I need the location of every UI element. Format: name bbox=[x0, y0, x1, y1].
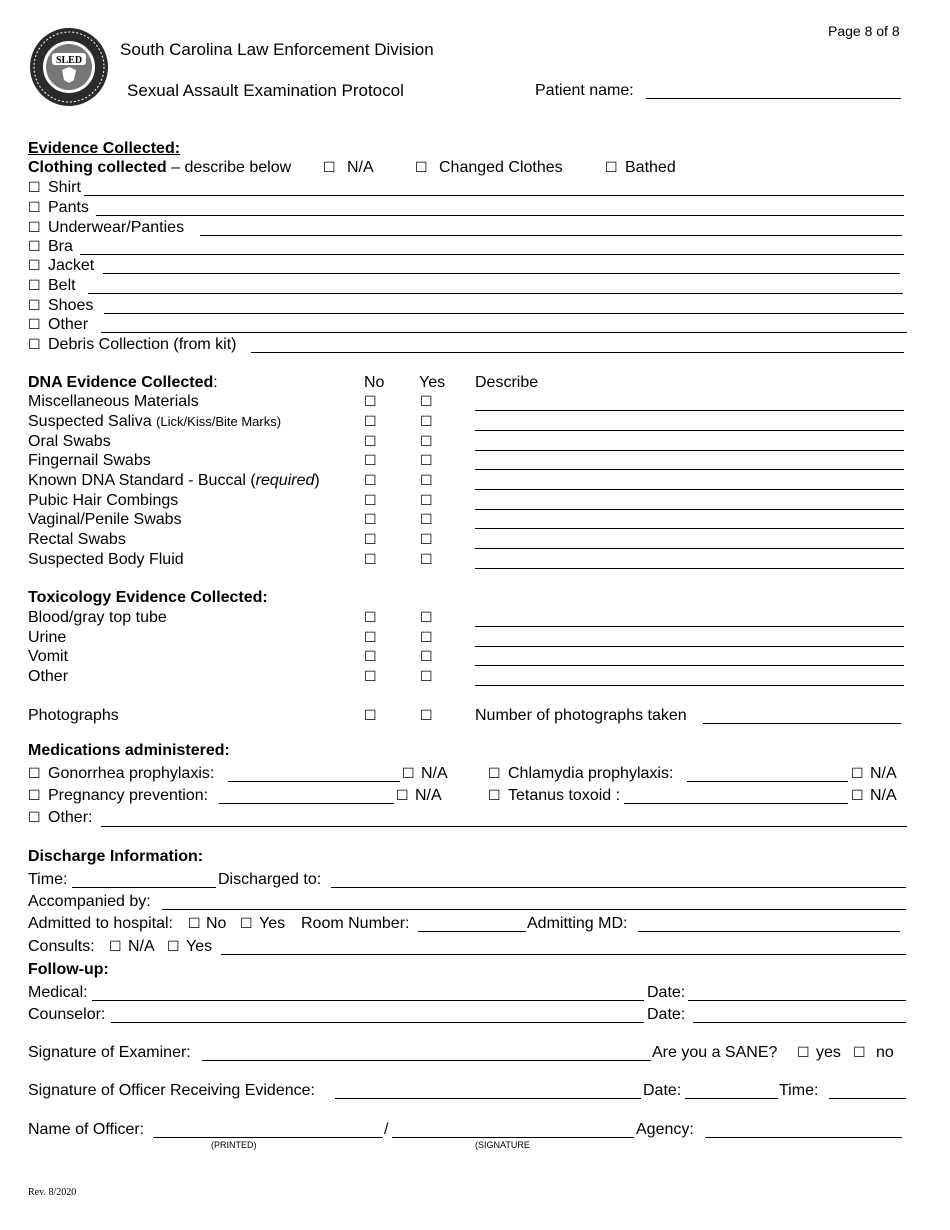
tox-urine-no-checkbox[interactable]: ☐ bbox=[364, 630, 377, 646]
admitting-md-field[interactable] bbox=[638, 931, 900, 932]
admitting-md-label: Admitting MD: bbox=[527, 915, 628, 932]
dna-saliva-yes-checkbox[interactable]: ☐ bbox=[420, 414, 433, 430]
bra-checkbox[interactable]: ☐ bbox=[28, 239, 41, 255]
clothing-desc: – describe below bbox=[166, 159, 292, 176]
dna-heading-text: DNA Evidence Collected bbox=[28, 374, 214, 391]
medical-label: Medical: bbox=[28, 984, 88, 1001]
tox-blood-label: Blood/gray top tube bbox=[28, 609, 167, 626]
tox-blood-describe-field[interactable] bbox=[475, 626, 904, 627]
clothing-collected-row bbox=[28, 159, 291, 177]
agency-label: Agency: bbox=[636, 1121, 694, 1138]
dna-misc-label: Miscellaneous Materials bbox=[28, 393, 199, 410]
dna-oral-describe-field[interactable] bbox=[475, 450, 904, 451]
revision-note: Rev. 8/2020 bbox=[28, 1187, 77, 1198]
tetanus-checkbox[interactable]: ☐ bbox=[488, 788, 501, 804]
officer-date-field[interactable] bbox=[685, 1098, 778, 1099]
accompanied-label: Accompanied by: bbox=[28, 893, 151, 910]
gonorrhea-na-checkbox[interactable]: ☐ bbox=[402, 766, 415, 782]
form-title: Sexual Assault Examination Protocol bbox=[127, 81, 404, 100]
sane-question: Are you a SANE? bbox=[652, 1044, 778, 1061]
tox-urine-label: Urine bbox=[28, 629, 67, 646]
counselor-date-field[interactable] bbox=[693, 1022, 906, 1023]
printed-caption: (PRINTED) bbox=[211, 1140, 257, 1150]
photographs-no-checkbox[interactable]: ☐ bbox=[364, 708, 377, 724]
dna-saliva-describe-field[interactable] bbox=[475, 430, 904, 431]
time-field[interactable] bbox=[72, 887, 216, 888]
shoes-label: Shoes bbox=[48, 297, 94, 314]
tox-heading: Toxicology Evidence Collected: bbox=[28, 589, 268, 606]
chlamydia-label: Chlamydia prophylaxis: bbox=[508, 765, 674, 782]
dna-oral-yes-checkbox[interactable]: ☐ bbox=[420, 434, 433, 450]
admitted-yes-label: Yes bbox=[259, 915, 286, 932]
counselor-field[interactable] bbox=[111, 1022, 644, 1023]
pants-field[interactable] bbox=[96, 215, 904, 216]
dna-vaginal-yes-checkbox[interactable]: ☐ bbox=[420, 512, 433, 528]
yes-column-header: Yes bbox=[419, 374, 446, 391]
gonorrhea-label: Gonorrhea prophylaxis: bbox=[48, 765, 215, 782]
dna-fingernail-describe-field[interactable] bbox=[475, 469, 904, 470]
tetanus-na-checkbox[interactable]: ☐ bbox=[851, 788, 864, 804]
changed-clothes-checkbox[interactable]: ☐ bbox=[415, 160, 428, 176]
discharged-to-label: Discharged to: bbox=[218, 871, 322, 888]
belt-field[interactable] bbox=[88, 293, 903, 294]
admitted-no-checkbox[interactable]: ☐ bbox=[188, 916, 201, 932]
chlamydia-na-label: N/A bbox=[870, 765, 897, 782]
gonorrhea-checkbox[interactable]: ☐ bbox=[28, 766, 41, 782]
patient-name-field[interactable] bbox=[646, 98, 901, 99]
other-clothing-checkbox[interactable]: ☐ bbox=[28, 317, 41, 333]
examiner-signature-field[interactable] bbox=[202, 1060, 651, 1061]
dna-fingernail-yes-checkbox[interactable]: ☐ bbox=[420, 453, 433, 469]
no-column-header: No bbox=[364, 374, 385, 391]
clothing-na-label: N/A bbox=[347, 159, 374, 176]
shirt-checkbox[interactable]: ☐ bbox=[28, 180, 41, 196]
clothing-label: Clothing collected bbox=[28, 159, 167, 176]
officer-name-signature-field[interactable] bbox=[392, 1137, 634, 1138]
photo-count-field[interactable] bbox=[703, 723, 901, 724]
consults-field[interactable] bbox=[221, 954, 906, 955]
meds-other-label: Other: bbox=[48, 809, 93, 826]
pregnancy-checkbox[interactable]: ☐ bbox=[28, 788, 41, 804]
dna-saliva-note: (Lick/Kiss/Bite Marks) bbox=[156, 414, 282, 429]
tox-blood-yes-checkbox[interactable]: ☐ bbox=[420, 610, 433, 626]
officer-receiving-label: Signature of Officer Receiving Evidence: bbox=[28, 1082, 315, 1099]
photographs-label: Photographs bbox=[28, 707, 119, 724]
underwear-field[interactable] bbox=[200, 235, 902, 236]
consults-yes-checkbox[interactable]: ☐ bbox=[167, 939, 180, 955]
counselor-date-label: Date: bbox=[647, 1006, 686, 1023]
shoes-checkbox[interactable]: ☐ bbox=[28, 298, 41, 314]
dna-rectal-yes-checkbox[interactable]: ☐ bbox=[420, 532, 433, 548]
bathed-label: Bathed bbox=[625, 159, 676, 176]
tox-urine-describe-field[interactable] bbox=[475, 646, 904, 647]
bathed-checkbox[interactable]: ☐ bbox=[605, 160, 618, 176]
pants-checkbox[interactable]: ☐ bbox=[28, 200, 41, 216]
chlamydia-checkbox[interactable]: ☐ bbox=[488, 766, 501, 782]
pants-label: Pants bbox=[48, 199, 89, 216]
admitted-label: Admitted to hospital: bbox=[28, 915, 173, 932]
other-clothing-label: Other bbox=[48, 316, 89, 333]
tetanus-label: Tetanus toxoid : bbox=[508, 787, 621, 804]
followup-heading: Follow-up: bbox=[28, 961, 109, 978]
tox-vomit-yes-checkbox[interactable]: ☐ bbox=[420, 649, 433, 665]
medical-date-label: Date: bbox=[647, 984, 686, 1001]
tox-vomit-describe-field[interactable] bbox=[475, 665, 904, 666]
dna-vaginal-no-checkbox[interactable]: ☐ bbox=[364, 512, 377, 528]
changed-clothes-label: Changed Clothes bbox=[439, 159, 563, 176]
signature-caption: (SIGNATURE bbox=[475, 1140, 530, 1150]
pregnancy-na-label: N/A bbox=[415, 787, 442, 804]
consults-yes-label: Yes bbox=[186, 938, 213, 955]
pregnancy-na-checkbox[interactable]: ☐ bbox=[396, 788, 409, 804]
sane-no-checkbox[interactable]: ☐ bbox=[853, 1045, 866, 1061]
consults-label: Consults: bbox=[28, 938, 95, 955]
debris-field[interactable] bbox=[251, 352, 904, 353]
counselor-label: Counselor: bbox=[28, 1006, 106, 1023]
meds-other-checkbox[interactable]: ☐ bbox=[28, 810, 41, 826]
discharged-to-field[interactable] bbox=[331, 887, 906, 888]
dna-rectal-label: Rectal Swabs bbox=[28, 531, 126, 548]
time-label: Time: bbox=[28, 871, 68, 888]
room-number-label: Room Number: bbox=[301, 915, 410, 932]
pregnancy-field[interactable] bbox=[219, 803, 394, 804]
evidence-heading: Evidence Collected: bbox=[28, 140, 181, 157]
dna-saliva-no-checkbox[interactable]: ☐ bbox=[364, 414, 377, 430]
medical-field[interactable] bbox=[92, 1000, 644, 1001]
gonorrhea-na-label: N/A bbox=[421, 765, 448, 782]
dna-rectal-describe-field[interactable] bbox=[475, 548, 904, 549]
shirt-label: Shirt bbox=[48, 179, 81, 196]
consults-na-label: N/A bbox=[128, 938, 155, 955]
bra-label: Bra bbox=[48, 238, 73, 255]
dna-misc-no-checkbox[interactable]: ☐ bbox=[364, 394, 377, 410]
chlamydia-na-checkbox[interactable]: ☐ bbox=[851, 766, 864, 782]
tox-vomit-label: Vomit bbox=[28, 648, 69, 665]
officer-name-label: Name of Officer: bbox=[28, 1121, 145, 1138]
meds-heading: Medications administered: bbox=[28, 742, 230, 759]
dna-buccal-describe-field[interactable] bbox=[475, 489, 904, 490]
officer-time-label: Time: bbox=[779, 1082, 819, 1099]
sane-yes-checkbox[interactable]: ☐ bbox=[797, 1045, 810, 1061]
debris-checkbox[interactable]: ☐ bbox=[28, 337, 41, 353]
jacket-checkbox[interactable]: ☐ bbox=[28, 258, 41, 274]
tox-other-no-checkbox[interactable]: ☐ bbox=[364, 669, 377, 685]
medical-date-field[interactable] bbox=[688, 1000, 906, 1001]
tox-other-describe-field[interactable] bbox=[475, 685, 904, 686]
sled-seal-logo bbox=[28, 26, 110, 108]
patient-name-label: Patient name: bbox=[535, 82, 634, 99]
officer-name-printed-field[interactable] bbox=[153, 1137, 383, 1138]
photo-count-label: Number of photographs taken bbox=[475, 707, 687, 724]
belt-label: Belt bbox=[48, 277, 76, 294]
admitted-no-label: No bbox=[206, 915, 227, 932]
meds-other-field[interactable] bbox=[101, 826, 907, 827]
org-name: South Carolina Law Enforcement Division bbox=[120, 40, 434, 59]
dna-pubic-yes-checkbox[interactable]: ☐ bbox=[420, 493, 433, 509]
dna-saliva-label bbox=[28, 413, 281, 431]
dna-buccal-required: required bbox=[255, 472, 315, 489]
gonorrhea-field[interactable] bbox=[228, 781, 400, 782]
name-slash: / bbox=[384, 1121, 389, 1138]
tox-blood-no-checkbox[interactable]: ☐ bbox=[364, 610, 377, 626]
dna-bodyfluid-label: Suspected Body Fluid bbox=[28, 551, 184, 568]
debris-label: Debris Collection (from kit) bbox=[48, 336, 237, 353]
clothing-na-checkbox[interactable]: ☐ bbox=[323, 160, 336, 176]
jacket-field[interactable] bbox=[103, 273, 900, 274]
tox-urine-yes-checkbox[interactable]: ☐ bbox=[420, 630, 433, 646]
accompanied-field[interactable] bbox=[162, 909, 906, 910]
dna-buccal-close: ) bbox=[314, 472, 320, 489]
shoes-field[interactable] bbox=[104, 313, 904, 314]
officer-receiving-field[interactable] bbox=[335, 1098, 641, 1099]
dna-vaginal-describe-field[interactable] bbox=[475, 528, 904, 529]
jacket-label: Jacket bbox=[48, 257, 95, 274]
dna-pubic-label: Pubic Hair Combings bbox=[28, 492, 179, 509]
tox-vomit-no-checkbox[interactable]: ☐ bbox=[364, 649, 377, 665]
dna-bodyfluid-describe-field[interactable] bbox=[475, 568, 904, 569]
sane-no-label: no bbox=[876, 1044, 894, 1061]
dna-bodyfluid-no-checkbox[interactable]: ☐ bbox=[364, 552, 377, 568]
dna-buccal-yes-checkbox[interactable]: ☐ bbox=[420, 473, 433, 489]
tetanus-field[interactable] bbox=[624, 803, 848, 804]
describe-column-header: Describe bbox=[475, 374, 539, 391]
tox-other-label: Other bbox=[28, 668, 69, 685]
bra-field[interactable] bbox=[80, 254, 904, 255]
chlamydia-field[interactable] bbox=[687, 781, 848, 782]
photographs-yes-checkbox[interactable]: ☐ bbox=[420, 708, 433, 724]
room-number-field[interactable] bbox=[418, 931, 526, 932]
underwear-checkbox[interactable]: ☐ bbox=[28, 220, 41, 236]
dna-oral-label: Oral Swabs bbox=[28, 433, 111, 450]
dna-buccal-no-checkbox[interactable]: ☐ bbox=[364, 473, 377, 489]
dna-buccal-label bbox=[28, 472, 320, 490]
consults-na-checkbox[interactable]: ☐ bbox=[109, 939, 122, 955]
other-clothing-field[interactable] bbox=[101, 332, 907, 333]
dna-fingernail-label: Fingernail Swabs bbox=[28, 452, 151, 469]
page-number: Page 8 of 8 bbox=[828, 23, 900, 39]
officer-date-label: Date: bbox=[643, 1082, 682, 1099]
tetanus-na-label: N/A bbox=[870, 787, 897, 804]
pregnancy-label: Pregnancy prevention: bbox=[48, 787, 209, 804]
tox-other-yes-checkbox[interactable]: ☐ bbox=[420, 669, 433, 685]
dna-heading bbox=[28, 374, 218, 392]
dna-bodyfluid-yes-checkbox[interactable]: ☐ bbox=[420, 552, 433, 568]
dna-pubic-no-checkbox[interactable]: ☐ bbox=[364, 493, 377, 509]
officer-time-field[interactable] bbox=[829, 1098, 906, 1099]
admitted-yes-checkbox[interactable]: ☐ bbox=[240, 916, 253, 932]
agency-field[interactable] bbox=[705, 1137, 902, 1138]
dna-heading-colon: : bbox=[213, 374, 218, 391]
seal-lettering: SLED bbox=[55, 55, 83, 66]
discharge-heading: Discharge Information: bbox=[28, 848, 204, 865]
dna-rectal-no-checkbox[interactable]: ☐ bbox=[364, 532, 377, 548]
sane-yes-label: yes bbox=[816, 1044, 841, 1061]
dna-vaginal-label: Vaginal/Penile Swabs bbox=[28, 511, 182, 528]
underwear-label: Underwear/Panties bbox=[48, 219, 185, 236]
dna-misc-describe-field[interactable] bbox=[475, 410, 904, 411]
belt-checkbox[interactable]: ☐ bbox=[28, 278, 41, 294]
dna-pubic-describe-field[interactable] bbox=[475, 509, 904, 510]
dna-saliva-text: Suspected Saliva bbox=[28, 413, 152, 430]
dna-oral-no-checkbox[interactable]: ☐ bbox=[364, 434, 377, 450]
shirt-field[interactable] bbox=[84, 195, 904, 196]
dna-buccal-text: Known DNA Standard - Buccal ( bbox=[28, 472, 256, 489]
dna-misc-yes-checkbox[interactable]: ☐ bbox=[420, 394, 433, 410]
dna-fingernail-no-checkbox[interactable]: ☐ bbox=[364, 453, 377, 469]
examiner-signature-label: Signature of Examiner: bbox=[28, 1044, 191, 1061]
